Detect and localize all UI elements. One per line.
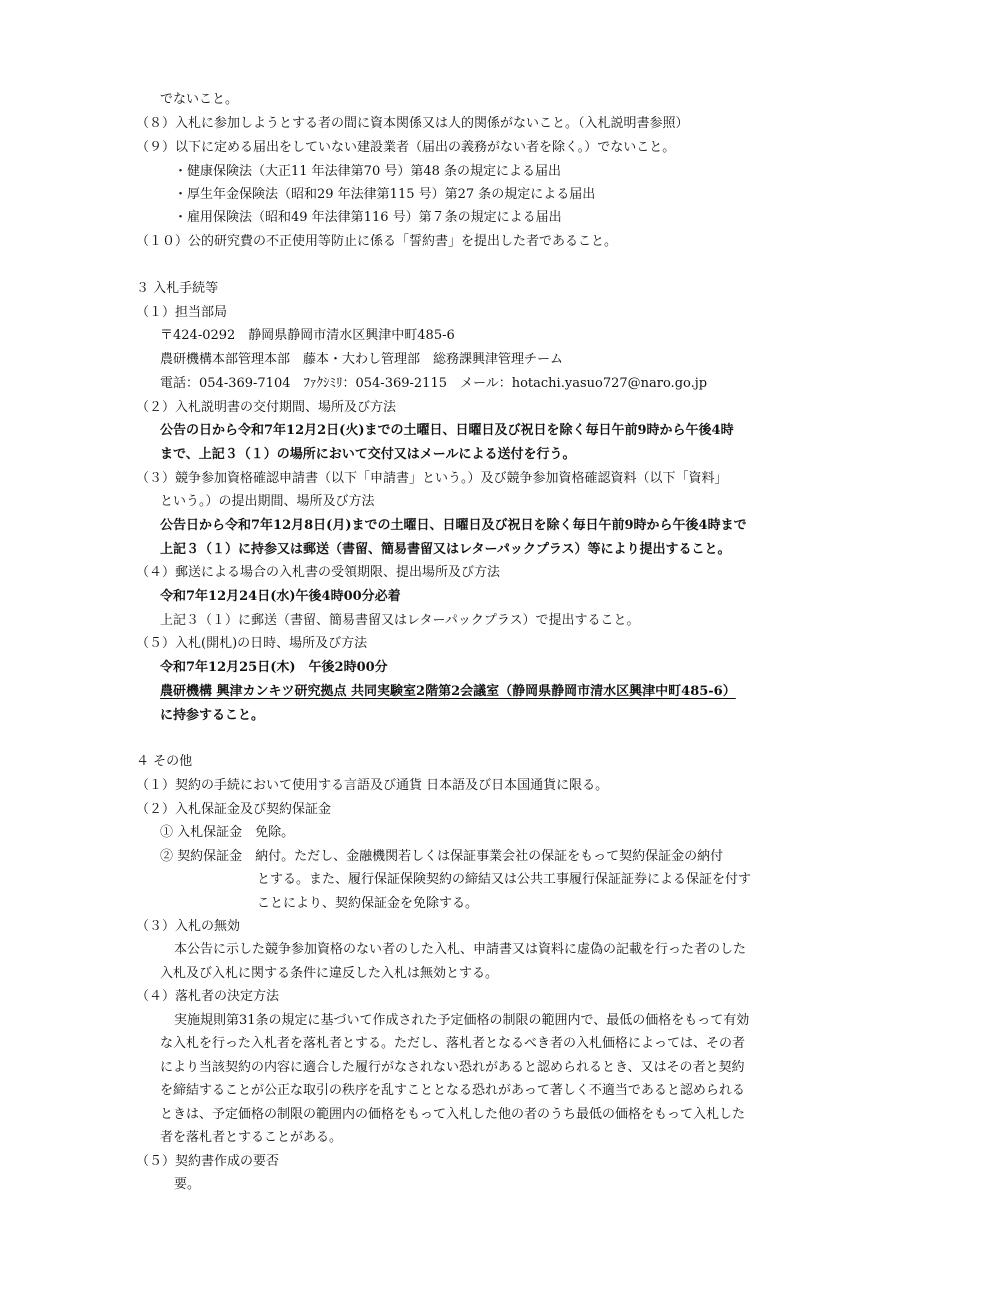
section-heading: ３ 入札手続等 [136, 281, 219, 296]
clause-heading: （４）落札者の決定方法 [136, 989, 280, 1004]
text-line: に持参すること。 [160, 708, 265, 723]
clause-heading: （２）入札説明書の交付期間、場所及び方法 [136, 400, 397, 415]
text-line: により当該契約の内容に適合した履行がなされない恐れがあると認められるとき、又はその者と契約 [160, 1060, 745, 1075]
venue-line: 農研機構 興津カンキツ研究拠点 共同実験室2階第2会議室（静岡県静岡市清水区興津中町485-6） [160, 684, 736, 699]
text-line: 本公告に示した競争参加資格のない者のした入札、申請書又は資料に虚偽の記載を行った者のした [174, 942, 747, 957]
text-line: ② 契約保証金 納付。ただし、金融機関若しくは保証事業会社の保証をもって契約保証金の納付 [160, 849, 724, 864]
text-line: 上記３（１）に郵送（書留、簡易書留又はレターパックプラス）で提出すること。 [160, 613, 640, 628]
text-line: 実施規則第31条の規定に基づいて作成された予定価格の制限の範囲内で、最低の価格をもって有効 [174, 1013, 750, 1028]
text-line: ① 入札保証金 免除。 [160, 825, 295, 840]
text-line: 令和7年12月25日(木) 午後2時00分 [160, 660, 388, 675]
clause-heading: （５）契約書作成の要否 [136, 1154, 280, 1169]
bullet-item: ・健康保険法（大正11 年法律第70 号）第48 条の規定による届出 [174, 164, 562, 179]
contact-line: 電話：054-369-7104 ﾌｧｸｼﾐﾘ：054-369-2115 メール：hotachi.yasuo727@naro.go.jp [160, 376, 708, 391]
bullet-item: ・厚生年金保険法（昭和29 年法律第115 号）第27 条の規定による届出 [174, 187, 596, 202]
clause-heading: （３）入札の無効 [136, 919, 241, 934]
bullet-item: ・雇用保険法（昭和49 年法律第116 号）第７条の規定による届出 [174, 210, 562, 225]
text-line: な入札を行った入札者を落札者とする。ただし、落札者となるべき者の入札価格によっては、その者 [160, 1036, 746, 1051]
text-line: 上記３（１）に持参又は郵送（書留、簡易書留又はレターパックプラス）等により提出すること。 [160, 542, 731, 557]
text-line: 入札及び入札に関する条件に違反した入札は無効とする。 [160, 966, 499, 981]
text-line: まで、上記３（１）の場所において交付又はメールによる送付を行う。 [160, 447, 576, 462]
text-line: 者を落札者とすることがある。 [160, 1130, 343, 1145]
section-heading: ４ その他 [136, 754, 193, 769]
clause-9: （９）以下に定める届出をしていない建設業者（届出の義務がない者を除く。）でないこと。 [136, 140, 676, 155]
clause-8: （８）入札に参加しようとする者の間に資本関係又は人的関係がないこと。（入札説明書参照） [136, 116, 689, 131]
clause-heading: （５）入札(開札)の日時、場所及び方法 [136, 636, 368, 651]
clause-heading: （２）入札保証金及び契約保証金 [136, 802, 332, 817]
text-line: でないこと。 [160, 92, 239, 107]
clause-heading: （４）郵送による場合の入札書の受領期限、提出場所及び方法 [136, 565, 501, 580]
text-line: という。）の提出期間、場所及び方法 [160, 494, 375, 509]
text-line: 公告の日から令和7年12月2日(火)までの土曜日、日曜日及び祝日を除く毎日午前9時から午後4時 [160, 423, 734, 438]
clause-heading: （１）担当部局 [136, 305, 228, 320]
department-line: 農研機構本部管理本部 藤本・大わし管理部 総務課興津管理チーム [160, 352, 564, 367]
text-line: とする。また、履行保証保険契約の締結又は公共工事履行保証証券による保証を付す [257, 872, 752, 887]
address-line: 〒424-0292 静岡県静岡市清水区興津中町485-6 [160, 328, 455, 343]
text-line: 公告日から令和7年12月8日(月)までの土曜日、日曜日及び祝日を除く毎日午前9時から午後4時まで [160, 518, 747, 533]
text-line: ときは、予定価格の制限の範囲内の価格をもって入札した他の者のうち最低の価格をもって入札した [160, 1107, 746, 1122]
text-line: 令和7年12月24日(水)午後4時00分必着 [160, 589, 401, 604]
text-line: 要。 [174, 1177, 201, 1192]
clause-heading: （１）契約の手続において使用する言語及び通貨 日本語及び日本国通貨に限る。 [136, 778, 609, 793]
text-line: を締結することが公正な取引の秩序を乱すこととなる恐れがあって著しく不適当であると認められる [160, 1083, 745, 1098]
clause-10: （１０）公的研究費の不正使用等防止に係る「誓約書」を提出した者であること。 [136, 234, 618, 249]
text-line: ことにより、契約保証金を免除する。 [257, 896, 479, 911]
clause-heading: （３）競争参加資格確認申請書（以下「申請書」という。）及び競争参加資格確認資料（以下「資料」 [136, 471, 728, 486]
